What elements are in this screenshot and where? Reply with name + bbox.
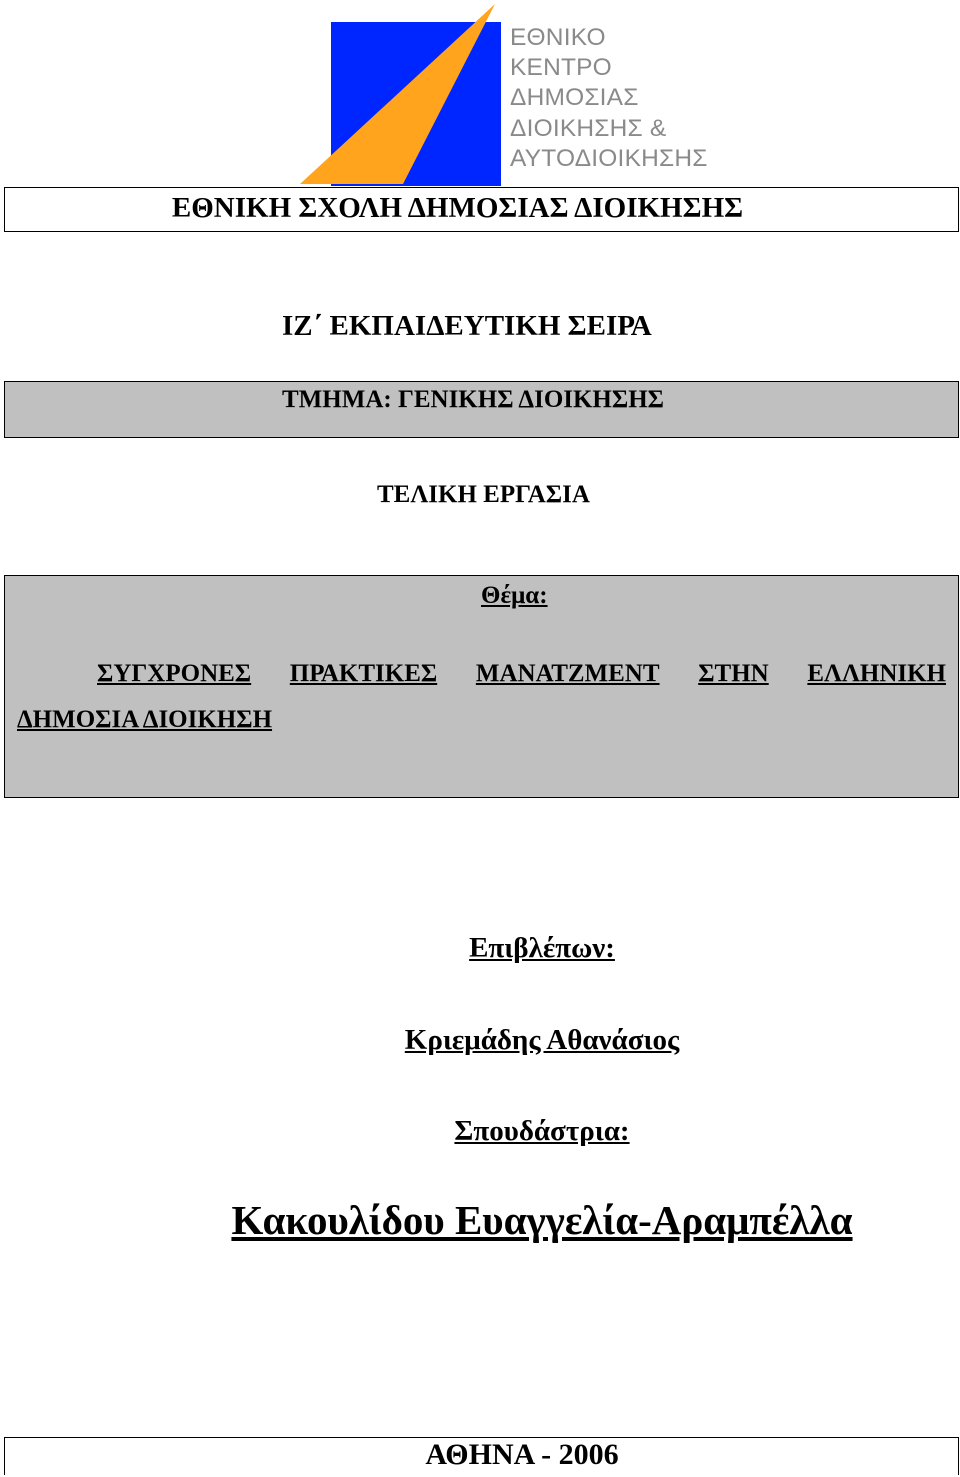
work-type: ΤΕΛΙΚΗ ΕΡΓΑΣΙΑ: [377, 481, 590, 508]
school-title-box: [4, 187, 959, 232]
supervisor-name: Κριεμάδης Αθανάσιος: [404, 1024, 680, 1056]
logo-graphic: [295, 4, 505, 190]
department-title: ΤΜΗΜΑ: ΓΕΝΙΚΗΣ ΔΙΟΙΚΗΣΗΣ: [282, 386, 665, 413]
topic-label: Θέμα:: [481, 582, 548, 609]
logo-line: ΔΙΟΙΚΗΣΗΣ &: [510, 114, 667, 142]
topic-word: ΣΥΓΧΡΟΝΕΣ: [97, 660, 252, 687]
ekdda-logo: [295, 4, 725, 190]
logo-text: [510, 23, 708, 174]
department-box: [4, 381, 959, 438]
footer-box: [4, 1437, 959, 1475]
student-name: Κακουλίδου Ευαγγελία-Αραμπέλλα: [231, 1197, 853, 1243]
logo-line: ΚΕΝΤΡΟ: [510, 54, 612, 82]
supervisor-label: Επιβλέπων:: [469, 932, 615, 964]
logo-line: ΔΗΜΟΣΙΑΣ: [510, 84, 639, 112]
student-label: Σπουδάστρια:: [454, 1115, 630, 1147]
logo-line: ΑΥΤΟΔΙΟΙΚΗΣΗΣ: [510, 144, 708, 172]
place-and-year: ΑΘΗΝΑ - 2006: [425, 1438, 619, 1471]
topic-title-line-1: [97, 660, 946, 688]
logo-line: ΕΘΝΙΚΟ: [510, 24, 606, 51]
school-title: ΕΘΝΙΚΗ ΣΧΟΛΗ ΔΗΜΟΣΙΑΣ ΔΙΟΙΚΗΣΗΣ: [171, 192, 744, 224]
topic-word: ΜΑΝΑΤΖΜΕΝΤ: [475, 660, 660, 687]
training-series: ΙΖ΄ ΕΚΠΑΙΔΕΥΤΙΚΗ ΣΕΙΡΑ: [282, 310, 652, 342]
topic-box: [4, 575, 959, 798]
topic-word: ΠΡΑΚΤΙΚΕΣ: [289, 660, 438, 687]
topic-word: ΕΛΛΗΝΙΚΗ: [807, 660, 946, 687]
topic-title-line-2: ΔΗΜΟΣΙΑ ΔΙΟΙΚΗΣΗ: [17, 706, 273, 733]
topic-word: ΣΤΗΝ: [698, 660, 769, 687]
